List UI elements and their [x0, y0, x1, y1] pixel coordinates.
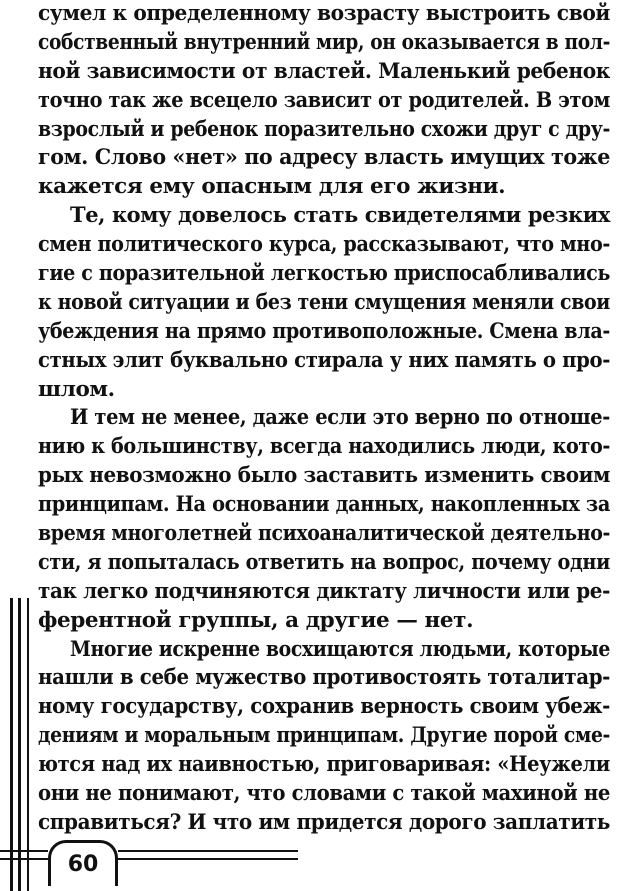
text-line-content: гие с поразительной легкостью приспосабливались [38, 261, 610, 287]
text-line [38, 751, 610, 780]
text-line-content: дениям и моральным принципам. Другие порой сме- [38, 723, 610, 749]
text-line [38, 693, 610, 722]
text-line [38, 462, 610, 491]
footer-rule-top [0, 850, 48, 852]
text-line [38, 289, 610, 318]
text-line [38, 347, 610, 376]
text-line-content: собственный внутренний мир, он оказывается в пол- [38, 29, 610, 55]
text-line-content: принципам. На основании данных, накопленных за [38, 492, 610, 518]
text-line-content: точно так же всецело зависит от родителей. В этом [38, 87, 610, 113]
text-line-content: нашли в себе мужество противостоять тоталитар- [38, 665, 610, 691]
text-line [38, 231, 610, 260]
text-line-content: рых невозможно было заставить изменить своим [38, 463, 610, 489]
text-line [38, 780, 610, 809]
margin-rule-inner [27, 598, 29, 891]
text-line-content: взрослый и ребенок поразительно схожи друг с дру- [38, 116, 610, 142]
footer-rule-right-bottom [118, 858, 298, 860]
footer-rule-right-top [118, 850, 298, 852]
page-number-text: 60 [67, 852, 99, 877]
text-line [38, 607, 610, 636]
text-line [38, 636, 610, 665]
text-line [38, 0, 610, 29]
text-line-content: И тем не менее, даже если это верно по отноше- [70, 405, 610, 431]
text-line [38, 173, 610, 202]
text-line-content: сти, я попыталась ответить на вопрос, почему одни [38, 549, 610, 575]
text-line-content: ферентной группы, а другие — нет. [38, 607, 474, 633]
text-line [38, 404, 610, 433]
text-line-content: ной зависимости от властей. Маленький ребенок [38, 58, 610, 84]
text-line [38, 376, 610, 405]
text-line-content: время многолетней психоаналитической деятельно- [38, 521, 610, 547]
page-number [48, 840, 118, 886]
text-line-content: смен политического курса, рассказывают, что мно- [38, 232, 610, 258]
text-line [38, 202, 610, 231]
text-line [38, 491, 610, 520]
margin-rule-outer [10, 598, 13, 891]
text-line-content: нию к большинству, всегда находились люди, кото- [38, 434, 610, 460]
body-text [38, 0, 610, 838]
text-line-content: Многие искренне восхищаются людьми, которые [70, 636, 610, 662]
margin-rule-middle [18, 598, 21, 891]
text-line-content: Те, кому довелось стать свидетелями резких [70, 203, 610, 229]
text-line [38, 722, 610, 751]
text-line [38, 318, 610, 347]
text-line-content: кажется ему опасным для его жизни. [38, 174, 506, 200]
text-line-content: справиться? И что им придется дорого заплатить [38, 809, 610, 835]
text-line-content: шлом. [38, 376, 115, 402]
text-line [38, 116, 610, 145]
text-line-content: ются над их наивностью, приговаривая: «Неужели [38, 752, 610, 778]
text-line [38, 29, 610, 58]
text-line [38, 58, 610, 87]
text-line [38, 144, 610, 173]
text-line [38, 87, 610, 116]
text-line-content: убеждения на прямо противоположные. Смена вла- [38, 318, 610, 344]
text-line [38, 520, 610, 549]
text-line-content: к новой ситуации и без тени смущения меняли свои [38, 289, 610, 315]
text-line [38, 260, 610, 289]
text-line-content: сумел к определенному возрасту выстроить свой [38, 1, 610, 26]
text-line-content: они не понимают, что словами с такой махиной не [38, 781, 610, 807]
text-line-content: ному государству, сохранив верность своим убеж- [38, 694, 610, 720]
text-line [38, 549, 610, 578]
footer-rule-bottom [0, 858, 48, 860]
text-line [38, 664, 610, 693]
text-line [38, 578, 610, 607]
text-line-content: гом. Слово «нет» по адресу власть имущих тоже [38, 145, 610, 171]
text-line [38, 809, 610, 838]
text-line [38, 433, 610, 462]
text-line-content: стных элит буквально стирала у них память о про- [38, 347, 610, 373]
text-line-content: так легко подчиняются диктату личности или ре- [38, 578, 610, 604]
